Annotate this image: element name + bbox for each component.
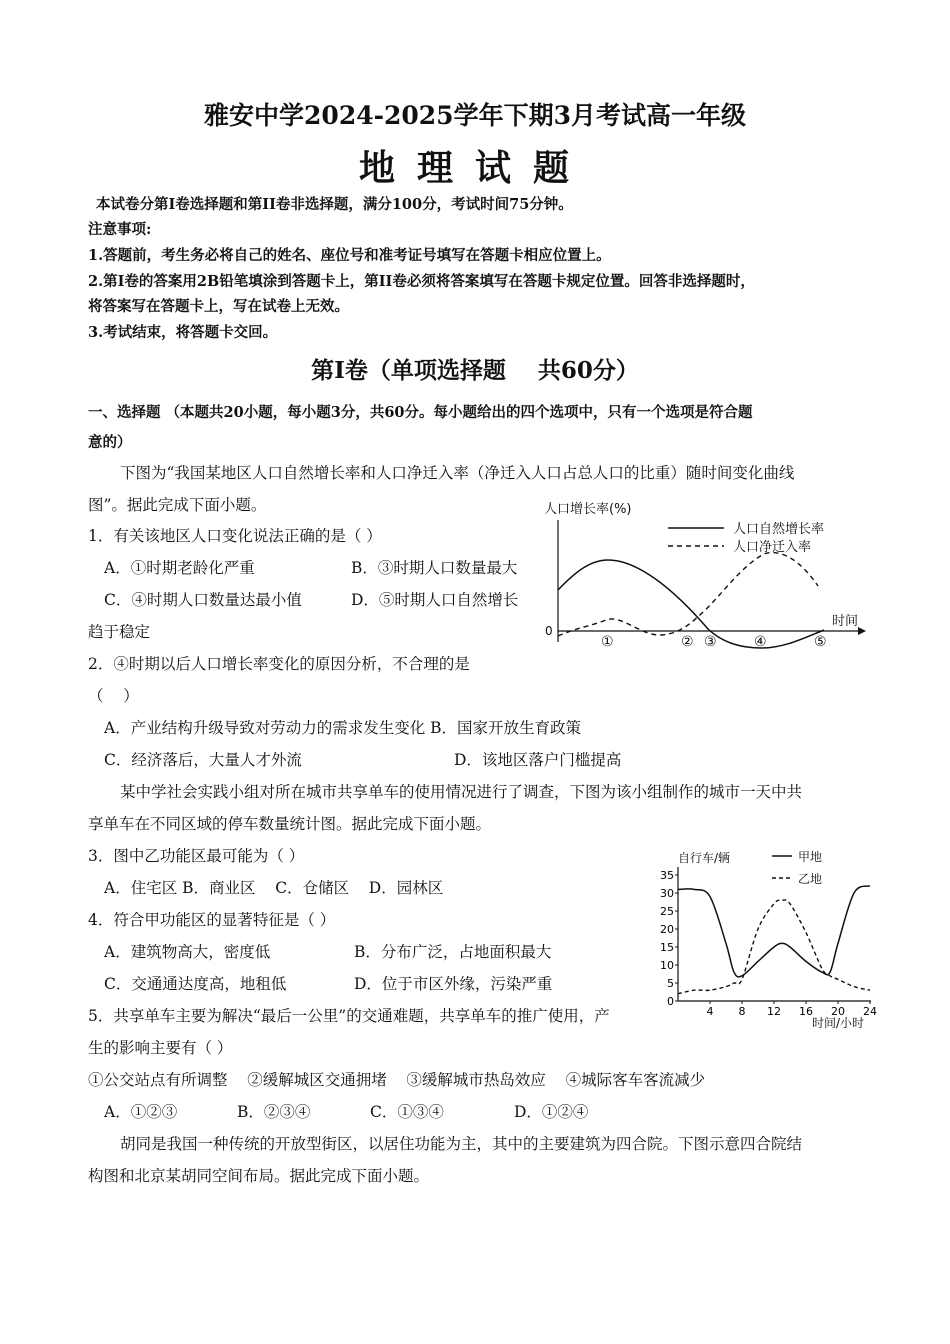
- notes-title: 注意事项:: [88, 221, 152, 238]
- chart2-ytick-label: 15: [660, 941, 674, 954]
- section-instructions-2: 意的）: [88, 434, 132, 451]
- q1-option-d-cont: 趋于稳定: [88, 623, 151, 641]
- q2-option-c: C．经济落后，大量人才外流: [104, 751, 302, 769]
- chart2-ylabel: 自行车/辆: [678, 851, 731, 865]
- q1-option-d: D．⑤时期人口自然增长: [351, 591, 519, 609]
- q3-options: A．住宅区 B．商业区 C．仓储区 D．园林区: [104, 879, 444, 897]
- bike-parking-chart: [644, 845, 880, 1035]
- section-instructions-1: 一、选择题 （本题共20小题，每小题3分，共60分。每小题给出的四个选项中，只有一个选项是符合题: [88, 404, 753, 421]
- note-3: 3.考试结束，将答题卡交回。: [88, 324, 278, 341]
- note-2b: 将答案写在答题卡上，写在试卷上无效。: [88, 298, 349, 315]
- group3-stem-2: 构图和北京某胡同空间布局。据此完成下面小题。: [88, 1167, 430, 1185]
- note-2a: 2.第I卷的答案用2B铅笔填涂到答题卡上，第II卷必须将答案填写在答题卡规定位置。回答非选择题时，: [88, 273, 755, 290]
- q2-option-ab: A．产业结构升级导致对劳动力的需求发生变化 B．国家开放生育政策: [104, 719, 582, 737]
- group2-stem-1: 某中学社会实践小组对所在城市共享单车的使用情况进行了调查，下图为该小组制作的城市一天中共: [120, 783, 803, 801]
- note-1: 1.答题前，考生务必将自己的姓名、座位号和准考证号填写在答题卡相应位置上。: [88, 247, 611, 264]
- question-2-paren: （ ）: [88, 687, 139, 705]
- chart2-xtick-label: 16: [799, 1005, 813, 1018]
- q1-option-c: C．④时期人口数量达最小值: [104, 591, 302, 609]
- chart2-ytick-label: 30: [660, 887, 674, 900]
- legend-yi-label: 乙地: [798, 872, 823, 886]
- section-title: 第I卷（单项选择题 共60分）: [311, 357, 639, 384]
- chart2-xtick-label: 4: [706, 1005, 714, 1018]
- q5-option-a: A．①②③: [104, 1103, 178, 1121]
- period-marker-1: ①: [601, 634, 614, 650]
- question-4: 4．符合甲功能区的显著特征是（ ）: [88, 911, 336, 929]
- chart2-xtick-label: 24: [863, 1005, 877, 1018]
- q4-option-d: D．位于市区外缘，污染严重: [354, 975, 553, 993]
- period-marker-3: ③: [704, 634, 717, 650]
- q2-option-d: D．该地区落户门槛提高: [454, 751, 622, 769]
- population-growth-chart: [536, 496, 870, 660]
- q4-option-b: B．分布广泛，占地面积最大: [354, 943, 552, 961]
- exam-description: 本试卷分第I卷选择题和第II卷非选择题，满分100分，考试时间75分钟。: [96, 196, 573, 213]
- period-marker-4: ④: [754, 634, 767, 650]
- chart2-ytick-label: 10: [660, 959, 674, 972]
- group1-stem-1: 下图为“我国某地区人口自然增长率和人口净迁入率（净迁入人口占总人口的比重）随时间变化曲线: [120, 464, 795, 482]
- jia-series-line: [678, 886, 870, 977]
- question-1: 1．有关该地区人口变化说法正确的是（ ）: [88, 527, 382, 545]
- chart2-ytick-label: 35: [660, 869, 674, 882]
- chart2-xtick-label: 20: [831, 1005, 845, 1018]
- chart1-xlabel: 时间: [832, 614, 859, 629]
- chart2-ytick-label: 25: [660, 905, 674, 918]
- period-marker-5: ⑤: [814, 634, 827, 650]
- chart2-axis-ticks: [660, 869, 877, 1018]
- q1-option-a: A．①时期老龄化严重: [104, 559, 255, 577]
- chart2-ytick-label: 20: [660, 923, 674, 936]
- group1-stem-2: 图”。据此完成下面小题。: [88, 496, 267, 514]
- chart2-xtick-label: 8: [738, 1005, 746, 1018]
- question-3: 3．图中乙功能区最可能为（ ）: [88, 847, 305, 865]
- chart1-ylabel: 人口增长率(%): [544, 502, 632, 517]
- group2-stem-2: 享单车在不同区域的停车数量统计图。据此完成下面小题。: [88, 815, 492, 833]
- net-migration-curve: [558, 553, 818, 636]
- q5-statements: ①公交站点有所调整 ②缓解城区交通拥堵 ③缓解城市热岛效应 ④城际客车客流减少: [88, 1071, 706, 1089]
- q5-option-c: C．①③④: [370, 1103, 444, 1121]
- chart1-x-arrow: [858, 627, 866, 635]
- chart2-xtick-label: 12: [767, 1005, 781, 1018]
- q5-option-d: D．①②④: [514, 1103, 589, 1121]
- q4-option-a: A．建筑物高大，密度低: [104, 943, 271, 961]
- subject-title: 地理试题: [358, 147, 591, 189]
- question-5-cont: 生的影响主要有（ ）: [88, 1039, 233, 1057]
- q5-option-b: B．②③④: [237, 1103, 311, 1121]
- chart2-ytick-label: 0: [667, 995, 674, 1008]
- chart2-ytick-label: 5: [667, 977, 674, 990]
- legend-migration-label: 人口净迁入率: [733, 540, 812, 555]
- period-marker-2: ②: [681, 634, 694, 650]
- legend-natural-label: 人口自然增长率: [733, 522, 825, 537]
- q4-option-c: C．交通通达度高，地租低: [104, 975, 287, 993]
- q1-option-b: B．③时期人口数量最大: [351, 559, 518, 577]
- chart1-zero: 0: [545, 624, 553, 638]
- legend-jia-label: 甲地: [798, 850, 823, 864]
- chart2-xlabel: 时间/小时: [812, 1016, 865, 1030]
- question-2: 2．④时期以后人口增长率变化的原因分析，不合理的是: [88, 655, 470, 673]
- exam-header-title: 雅安中学2024-2025学年下期3月考试高一年级: [204, 101, 746, 130]
- group3-stem-1: 胡同是我国一种传统的开放型街区，以居住功能为主，其中的主要建筑为四合院。下图示意四合院结: [120, 1135, 803, 1153]
- question-5: 5．共享单车主要为解决“最后一公里”的交通难题，共享单车的推广使用，产: [88, 1007, 610, 1025]
